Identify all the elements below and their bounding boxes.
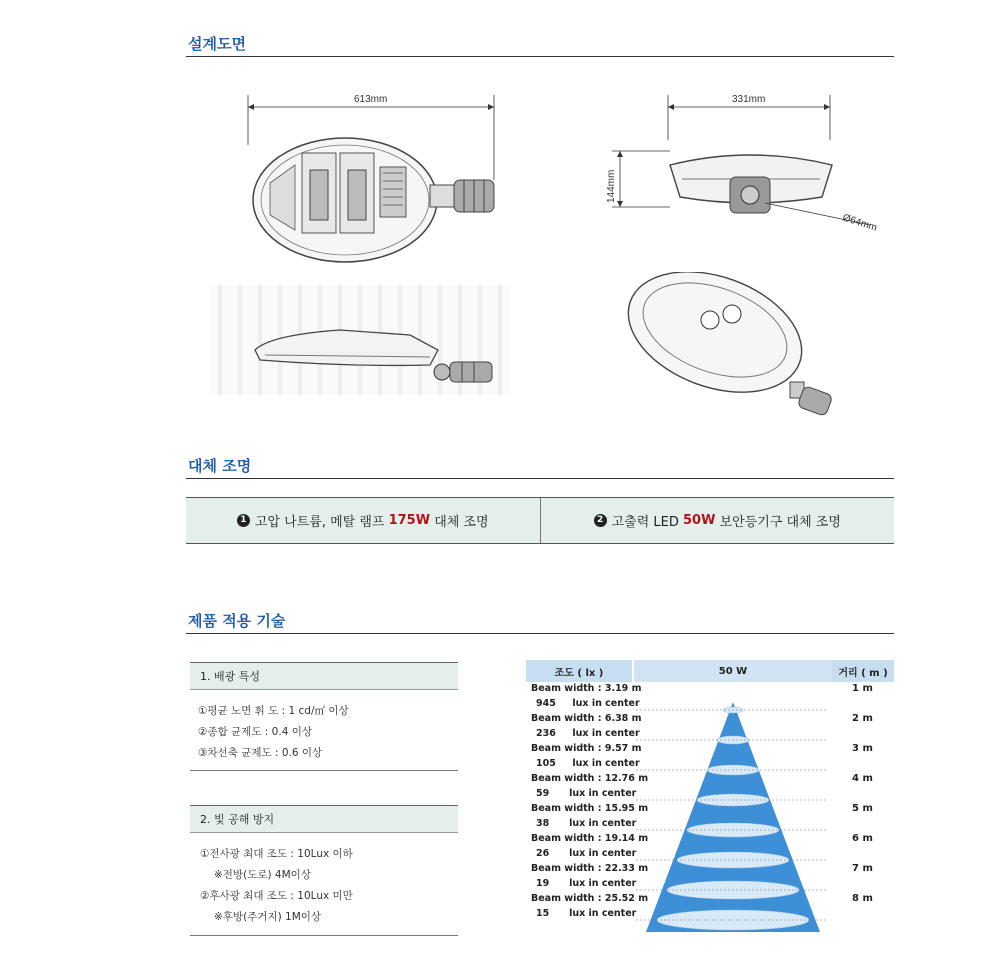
section-rule <box>186 56 894 57</box>
side-view-drawing <box>600 85 890 255</box>
beam-lux-label: 945 lux in center <box>536 698 640 709</box>
feature-line: ※전방(도로) 4M이상 <box>214 869 311 881</box>
replacement-wattage: 50W <box>683 513 716 528</box>
feature-line: ※후방(주거지) 1M이상 <box>214 911 322 923</box>
beam-lux-label: 236 lux in center <box>536 728 640 739</box>
number-badge: 2 <box>594 514 607 527</box>
beam-width-label: Beam width : 15.95 m <box>531 803 649 814</box>
section-rule <box>186 478 894 479</box>
beam-diagram <box>526 660 894 940</box>
distance-label: 6 m <box>852 833 873 844</box>
beam-width-label: Beam width : 3.19 m <box>531 683 642 694</box>
beam-lux-label: 19 lux in center <box>536 878 637 889</box>
section-title-technology: 제품 적용 기술 <box>188 612 286 630</box>
beam-lux-label: 105 lux in center <box>536 758 640 769</box>
beam-width-label: Beam width : 12.76 m <box>531 773 649 784</box>
distance-label: 8 m <box>852 893 873 904</box>
beam-header-distance: 거리 ( m ) <box>832 660 894 682</box>
top-view-drawing <box>240 85 510 265</box>
number-badge: 1 <box>237 514 250 527</box>
replacement-text: 보안등기구 대체 조명 <box>715 515 841 530</box>
replacement-cell-1 <box>186 498 540 543</box>
replacement-text: 고압 나트륨, 메탈 램프 <box>254 515 389 530</box>
feature-box-bottom <box>190 935 458 936</box>
replacement-text: 대체 조명 <box>430 515 489 530</box>
dimension-64: Ø64mm <box>841 212 879 234</box>
feature-heading-light-distribution: 1. 배광 특성 <box>190 662 458 690</box>
beam-width-label: Beam width : 25.52 m <box>531 893 649 904</box>
section-rule <box>186 633 894 634</box>
beam-lux-label: 26 lux in center <box>536 848 637 859</box>
perspective-drawing <box>620 272 840 432</box>
replacement-cell-2 <box>540 498 895 543</box>
replacement-table <box>186 497 894 544</box>
distance-label: 1 m <box>852 683 873 694</box>
replacement-wattage: 175W <box>388 513 431 528</box>
feature-line: ③차선축 균제도 : 0.6 이상 <box>198 747 323 759</box>
feature-heading-light-pollution: 2. 빛 공해 방지 <box>190 805 458 833</box>
beam-header-power: 50 W <box>634 660 832 682</box>
dimension-144: 144mm <box>606 169 617 203</box>
feature-line: ①평균 노면 휘 도 : 1 cd/㎡ 이상 <box>198 705 349 717</box>
feature-line: ②종합 균제도 : 0.4 이상 <box>198 726 313 738</box>
feature-line: ①전사광 최대 조도 : 10Lux 이하 <box>200 848 353 860</box>
beam-width-label: Beam width : 6.38 m <box>531 713 642 724</box>
beam-width-label: Beam width : 9.57 m <box>531 743 642 754</box>
feature-box-bottom <box>190 770 458 771</box>
beam-width-label: Beam width : 22.33 m <box>531 863 649 874</box>
beam-lux-label: 15 lux in center <box>536 908 637 919</box>
beam-lux-label: 38 lux in center <box>536 818 637 829</box>
beam-header-lux: 조도 ( lx ) <box>526 660 632 682</box>
section-title-design: 설계도면 <box>188 35 246 53</box>
distance-label: 5 m <box>852 803 873 814</box>
beam-lux-label: 59 lux in center <box>536 788 637 799</box>
profile-view-drawing <box>210 285 510 395</box>
distance-label: 2 m <box>852 713 873 724</box>
beam-width-label: Beam width : 19.14 m <box>531 833 649 844</box>
distance-label: 7 m <box>852 863 873 874</box>
feature-line: ②후사광 최대 조도 : 10Lux 미만 <box>200 890 353 902</box>
dimension-331: 331mm <box>732 94 766 105</box>
distance-label: 4 m <box>852 773 873 784</box>
distance-label: 3 m <box>852 743 873 754</box>
replacement-text: 고출력 LED <box>611 515 684 530</box>
dimension-613: 613mm <box>354 94 388 105</box>
section-title-replacement: 대체 조명 <box>188 457 252 475</box>
